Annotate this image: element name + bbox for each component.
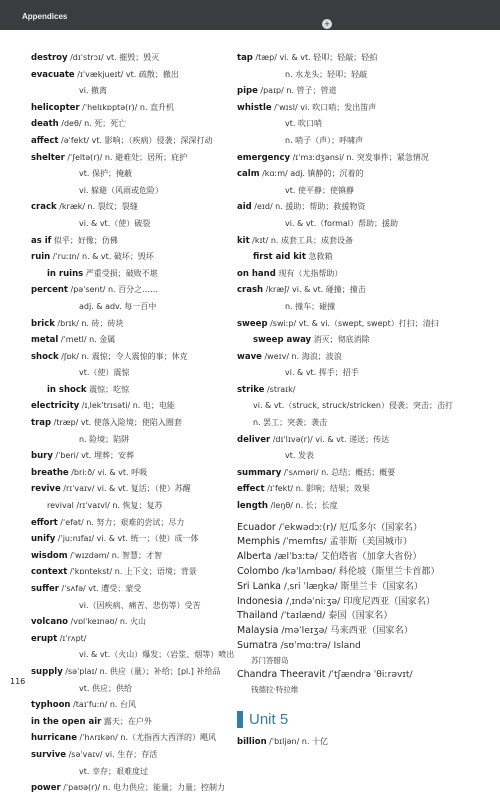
definition: vt. 发表 [285,451,314,461]
definition: /dɪˈlɪvə(r)/ vi. & vt. 递送；传达 [270,434,390,444]
definition: adj. & adv. 每一百中 [79,301,157,311]
definition: /tæp/ vi. & vt. 轻叩；轻敲；轻拍 [252,53,378,62]
headword: bury [31,451,53,462]
headword: affect [31,135,59,146]
definition: /pəˈsent/ n. 百分之…… [67,285,159,295]
vocab-entry [237,233,482,250]
definition: /ʃɒk/ n. 震惊；令人震惊的事；休克 [58,351,188,361]
headword: wisdom [31,550,68,561]
headword: survive [31,749,67,760]
definition: /ˈtʃændrə ˈθiːrəvɪt/ [325,668,413,680]
vocab-entry [237,639,482,654]
definition: /leŋθ/ n. 长；长度 [267,501,338,511]
headword: in the open air [31,716,102,727]
definition: /ˈhʌrɪkən/ n.（尤指西大西洋的）飓风 [77,733,216,743]
definition: /ˈmetl/ n. 金属 [58,335,116,345]
headword: unify [31,534,56,545]
vocab-entry [237,465,482,482]
unit-heading [237,711,482,728]
headword: erupt [31,633,58,644]
definition: /brɪk/ n. 砖；砖块 [54,318,124,328]
headword: billion [237,736,267,747]
headword: death [31,119,59,130]
definition: /ˈpaʊə(r)/ n. 电力供应；能量；力量；控制力 [60,783,225,793]
headword: helicopter [31,102,80,113]
headword: tap [237,53,253,63]
headword: as if [31,235,52,246]
definition: revival /rɪˈvaɪvl/ n. 恢复；复苏 [47,501,163,511]
definition: 消灭；彻底消除 [311,335,370,345]
headword: Memphis [237,536,280,548]
headword: hurricane [31,733,77,744]
headword: shelter [31,152,65,163]
headword: sweep [237,318,268,329]
definition: vt. 使平静；使镇静 [285,185,354,195]
definition: vt. 保护；掩蔽 [79,169,132,179]
definition: /kəˈlʌmbəʊ/ 科伦坡（斯里兰卡首都） [279,566,440,578]
vocab-entry [237,183,482,200]
definition: vi. & vt.（使）破裂 [79,218,151,228]
headword: typhoon [31,700,71,711]
headword: breathe [31,467,69,478]
definition: /səˈvaɪv/ vi. 生存；存活 [66,749,158,759]
definition: /taɪˈfuːn/ n. 台风 [70,700,136,710]
chandra-translation: 钱德拉·特拉维 [251,684,299,694]
definition: /paɪp/ n. 管子；管道 [257,86,337,96]
definition: /ˌɪndəˈniːʒə/ 印度尼西亚（国家名） [282,595,436,607]
definition: /ɪˈrʌpt/ [57,633,87,643]
headword: Ecuador [237,521,276,533]
headword: revive [31,484,61,495]
definition: /ælˈbɜːtə/ 艾伯塔省（加拿大省份） [271,551,422,563]
circle-badge: + [322,19,332,29]
vocab-entry [237,565,482,580]
proper-nouns-list [237,521,482,654]
headword: metal [31,335,59,346]
definition: /ˈkɒntekst/ n. 上下文；语境；背景 [67,567,197,577]
vocab-entry [237,332,482,349]
vocab-entry [237,249,482,266]
headword: Indonesia [237,595,283,607]
definition: /kɑːm/ adj. 镇静的；沉着的 [259,169,364,179]
headword: suffer [31,584,59,594]
vocab-entry [237,282,482,299]
definition: /məˈleɪʒə/ 马来西亚（国家名） [278,625,413,637]
definition: /ˈsʌfə/ vt. 遭受；蒙受 [58,584,142,593]
headword: aid [237,202,252,213]
headword: crash [237,285,264,296]
definition: /kɪt/ n. 成套工具；成套设备 [249,235,354,245]
vocab-entry [31,780,276,797]
definition: /vɒlˈkeɪnəʊ/ n. 火山 [67,617,147,627]
definition: /əˈfekt/ vt. 影响；（疾病）侵袭；深深打动 [58,135,213,145]
headword: effort [31,517,58,528]
headword: ruin [31,252,51,263]
definition: /eɪd/ n. 援助；帮助；救援物资 [251,202,366,212]
definition: 严重受损；破败不堪 [83,268,158,278]
definition: vi. & vt.（formal）帮助；援助 [285,218,399,228]
definition: /kræk/ n. 裂纹；裂缝 [56,202,138,212]
top-bar [0,0,500,30]
headword: supply [31,666,63,677]
headword: effect [237,484,265,495]
headword: kit [237,235,250,246]
headword: Thailand [237,610,278,622]
vocab-entry [237,498,482,515]
definition: vt. 幸存；艰难度过 [79,766,148,776]
vocab-entry [237,415,482,432]
vocab-entry [237,216,482,233]
definition: /ˈhelɪkɒptə(r)/ n. 直升机 [79,102,175,112]
definition: n. 哨子（声）；呼啸声 [285,135,364,145]
vocab-entry [237,398,482,415]
headword: volcano [31,617,68,628]
headword: destroy [31,53,68,63]
vocab-entry [237,535,482,550]
headword: first aid kit [253,252,306,263]
vocab-entry [237,299,482,316]
definition: /ˌsri ˈlæŋkə/ 斯里兰卡（国家名） [280,580,424,592]
definition: /ˈberi/ vt. 埋葬；安葬 [52,451,135,461]
vocab-entry [237,50,482,67]
definition: /ˈmemfɪs/ 孟菲斯（美国城市） [279,536,413,548]
headword: wave [237,351,262,362]
headword: trap [31,418,52,429]
definition: /træp/ vt. 使落入险境；使陷入圈套 [51,418,182,428]
headword: electricity [31,401,80,412]
headword: Colombo [237,566,279,578]
vocab-entry [237,349,482,366]
definition: /ˈsʌməri/ n. 总结；概括；概要 [281,467,396,477]
vocab-list-right [237,50,482,515]
definition: /kræʃ/ vi. & vt. 碰撞；撞击 [263,285,366,295]
definition: /ˈefət/ n. 努力；艰难的尝试；尽力 [57,517,185,527]
section-title: Appendices [22,12,68,21]
vocab-entry [237,595,482,610]
vocab-entry [237,67,482,84]
headword: Sri Lanka [237,580,281,592]
vocab-entry [237,116,482,133]
definition: /ˈʃeltə(r)/ n. 避难处；居所；庇护 [64,152,188,162]
vocab-entry [237,624,482,639]
vocab-entry [237,550,482,565]
headword: on hand [237,268,276,279]
definition: /səˈplaɪ/ n. 供应（量）；补给；[pl.] 补给品 [62,666,221,676]
vocab-entry [237,199,482,216]
vocab-entry [237,668,482,683]
definition: /ɪˈfekt/ n. 影响；结果；效果 [264,484,370,494]
definition: /ɪˌlekˈtrɪsəti/ n. 电；电能 [79,401,175,411]
definition: 急救箱 [305,252,333,262]
definition: n. 罢工；突袭；袭击 [253,418,328,428]
headword: Alberta [237,551,272,563]
headword: sweep away [253,335,312,346]
definition: /ɪˈvækjueɪt/ vt. 疏散；撤出 [74,69,179,79]
headword: power [31,783,61,794]
definition: vi.（因疾病、痛苦、悲伤等）受苦 [79,600,201,610]
headword: Sumatra [237,640,278,651]
headword: percent [31,285,68,296]
definition: /briːð/ vi. & vt. 呼吸 [68,467,148,477]
vocab-entry [237,266,482,283]
headword: in ruins [47,268,84,279]
definition: /ˈjuːnɪfaɪ/ vi. & vt. 统一；（使）成一体 [55,534,199,544]
definition: /ˈtaɪlænd/ 泰国（国家名） [277,610,393,622]
definition: /ˈruːɪn/ n. & vt. 破坏；毁坏 [50,252,154,262]
definition: vt. 吹口哨 [285,119,322,129]
vocab-entry [237,316,482,333]
vocab-entry [237,83,482,100]
vocab-entry [237,100,482,117]
definition: 现有（尤指帮助） [275,268,343,278]
definition: 似乎；好像；仿佛 [51,235,118,245]
unit-bar-marker [237,711,243,728]
definition: /ˈwɪsl/ vi. 吹口哨；发出笛声 [271,102,377,112]
vocab-entry [237,432,482,449]
definition: vi. 撤离 [79,86,108,96]
definition: 震惊；吃惊 [86,384,130,394]
vocab-column-right [237,50,482,750]
headword: Malaysia [237,625,279,637]
definition: vi. & vt. 挥手；招手 [285,368,359,378]
unit-title: Unit 5 [249,710,289,728]
definition: /sʊˈmɑːtrə/ Island [277,640,361,651]
page-number: 116 [10,677,26,686]
definition: 露天；在户外 [101,716,152,726]
definition: /weɪv/ n. 海浪；波浪 [261,351,342,361]
headword: summary [237,467,282,478]
headword: calm [237,169,260,180]
definition: /rɪˈvaɪv/ vi. & vt. 复活；（使）苏醒 [60,484,191,494]
headword: evacuate [31,69,75,80]
headword: deliver [237,434,271,445]
definition: vt. 供应；供给 [79,683,132,693]
headword: strike [237,384,265,395]
definition: /ˈwɪzdəm/ n. 智慧；才智 [67,550,162,560]
definition: /deθ/ n. 死；死亡 [58,119,127,129]
vocab-entry [237,448,482,465]
sumatra-translation: 苏门答腊岛 [251,655,289,665]
definition: /swiːp/ vt. & vi.（swept, swept）打扫；清扫 [267,318,439,328]
vocab-entry [237,609,482,624]
definition: vi. & vt.（struck, struck/stricken）侵袭；突击；击打 [253,401,453,411]
headword: whistle [237,102,272,113]
headword: emergency [237,152,291,163]
definition: /dɪˈstrɔɪ/ vt. 摧毁；毁灭 [67,53,160,62]
headword: crack [31,202,57,213]
vocab-entry [31,764,276,781]
headword: context [31,567,68,578]
definition: vt.（使）震惊 [79,368,130,378]
headword: shock [31,351,59,362]
definition: /straɪk/ [264,384,296,394]
vocab-entry [237,166,482,183]
headword: Chandra Theeravit [237,668,326,680]
vocab-entry [237,382,482,399]
headword: length [237,501,268,512]
vocab-entry [237,734,482,751]
definition: n. 水龙头；轻叩；轻敲 [285,69,368,79]
definition: n. 撞车；碰撞 [285,301,336,311]
definition: /ˈbɪljən/ n. 十亿 [266,736,328,746]
vocab-entry [237,521,482,536]
headword: pipe [237,86,258,97]
definition: n. 险境；陷阱 [79,434,130,444]
vocab-entry [237,365,482,382]
headword: brick [31,318,55,329]
vocab-entry [237,481,482,498]
vocab-entry [237,150,482,167]
definition: vi. 躲避（风雨或危险） [79,185,164,195]
headword: in shock [47,384,87,395]
definition: /ɪˈmɜːdʒənsi/ n. 突发事件；紧急情况 [290,152,429,162]
vocab-entry [237,580,482,595]
definition: /ˈekwədɔː(r)/ 厄瓜多尔（国家名） [275,521,423,533]
vocab-entry [237,133,482,150]
definition: vi. & vt.（火山）爆发；（岩浆、烟等）喷出 [79,650,235,660]
